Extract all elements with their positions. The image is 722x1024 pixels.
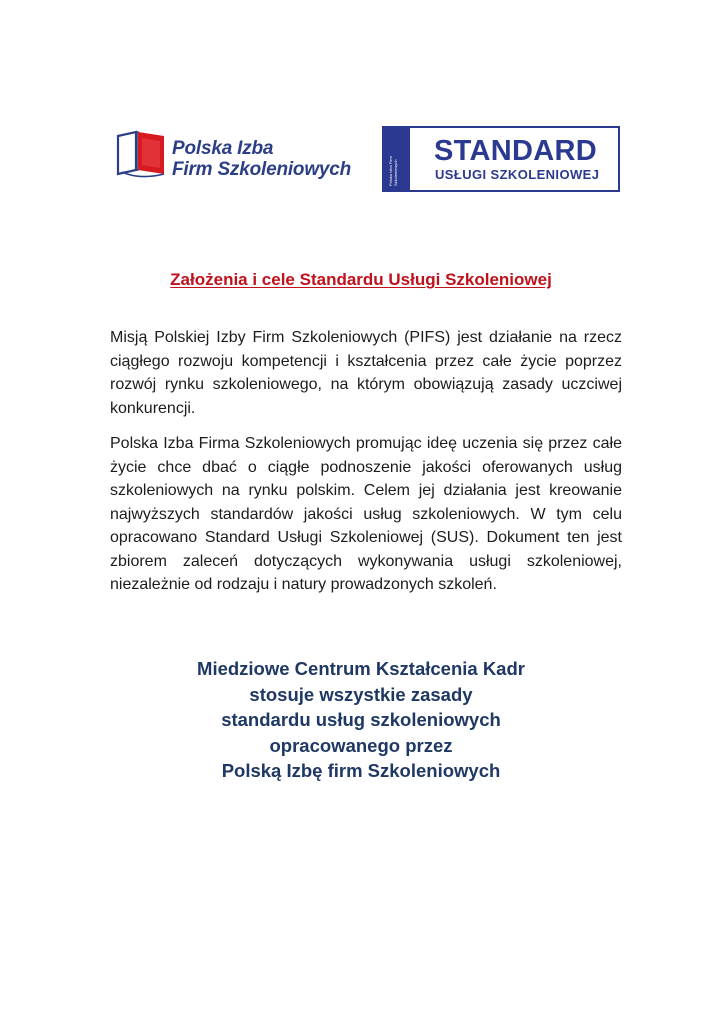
logo-header	[0, 124, 722, 196]
standard-band-text: Polska Izba Firm Szkoleniowych	[388, 156, 398, 186]
standard-logo-title: STANDARD	[434, 135, 597, 167]
pifs-name-line1: Polska Izba	[172, 138, 274, 159]
document-title: Założenia i cele Standardu Usługi Szkoleniowej	[170, 270, 552, 289]
standard-logo-band	[384, 128, 410, 190]
pifs-name	[172, 138, 351, 180]
closing-line: Polską Izbę firm Szkoleniowych	[221, 760, 501, 781]
closing-line: Miedziowe Centrum Kształcenia Kadr	[197, 658, 525, 679]
closing-statement	[0, 656, 722, 784]
closing-line: opracowanego przez	[269, 734, 453, 756]
paragraph-standard: Polska Izba Firma Szkoleniowych promując ideę uczenia się przez całe życie chce dbać o ciągłe podnoszenie jakości oferowanych usług szkoleniowych na rynku polskim. Celem jej działania jest kreowanie najwyższych standardów jakości usług szkoleniowych. W tym celu opracowano Standard Usługi Szkoleniowej (SUS). Dokument ten jest zbiorem zaleceń dotyczących wykonywania usługi szkoleniowej, niezależnie od rodzaju i natury prowadzonych szkoleń.	[110, 435, 622, 593]
pifs-logo	[114, 128, 364, 184]
closing-line: standardu usług szkoleniowych	[221, 709, 501, 730]
pifs-name-line2: Firm Szkoleniowych	[172, 159, 352, 180]
standard-logo-subtitle: USŁUGI SZKOLENIOWEJ	[435, 167, 600, 182]
open-book-icon	[114, 128, 170, 178]
paragraph-mission: Misją Polskiej Izby Firm Szkoleniowych (PIFS) jest działanie na rzecz ciągłego rozwoju kompetencji i kształcenia przez całe życie poprzez rozwój rynku szkoleniowego, na którym obowiązują zasady uczciwej konkurencji.	[110, 329, 622, 417]
closing-line: stosuje wszystkie zasady	[249, 683, 473, 705]
standard-logo	[382, 126, 620, 192]
